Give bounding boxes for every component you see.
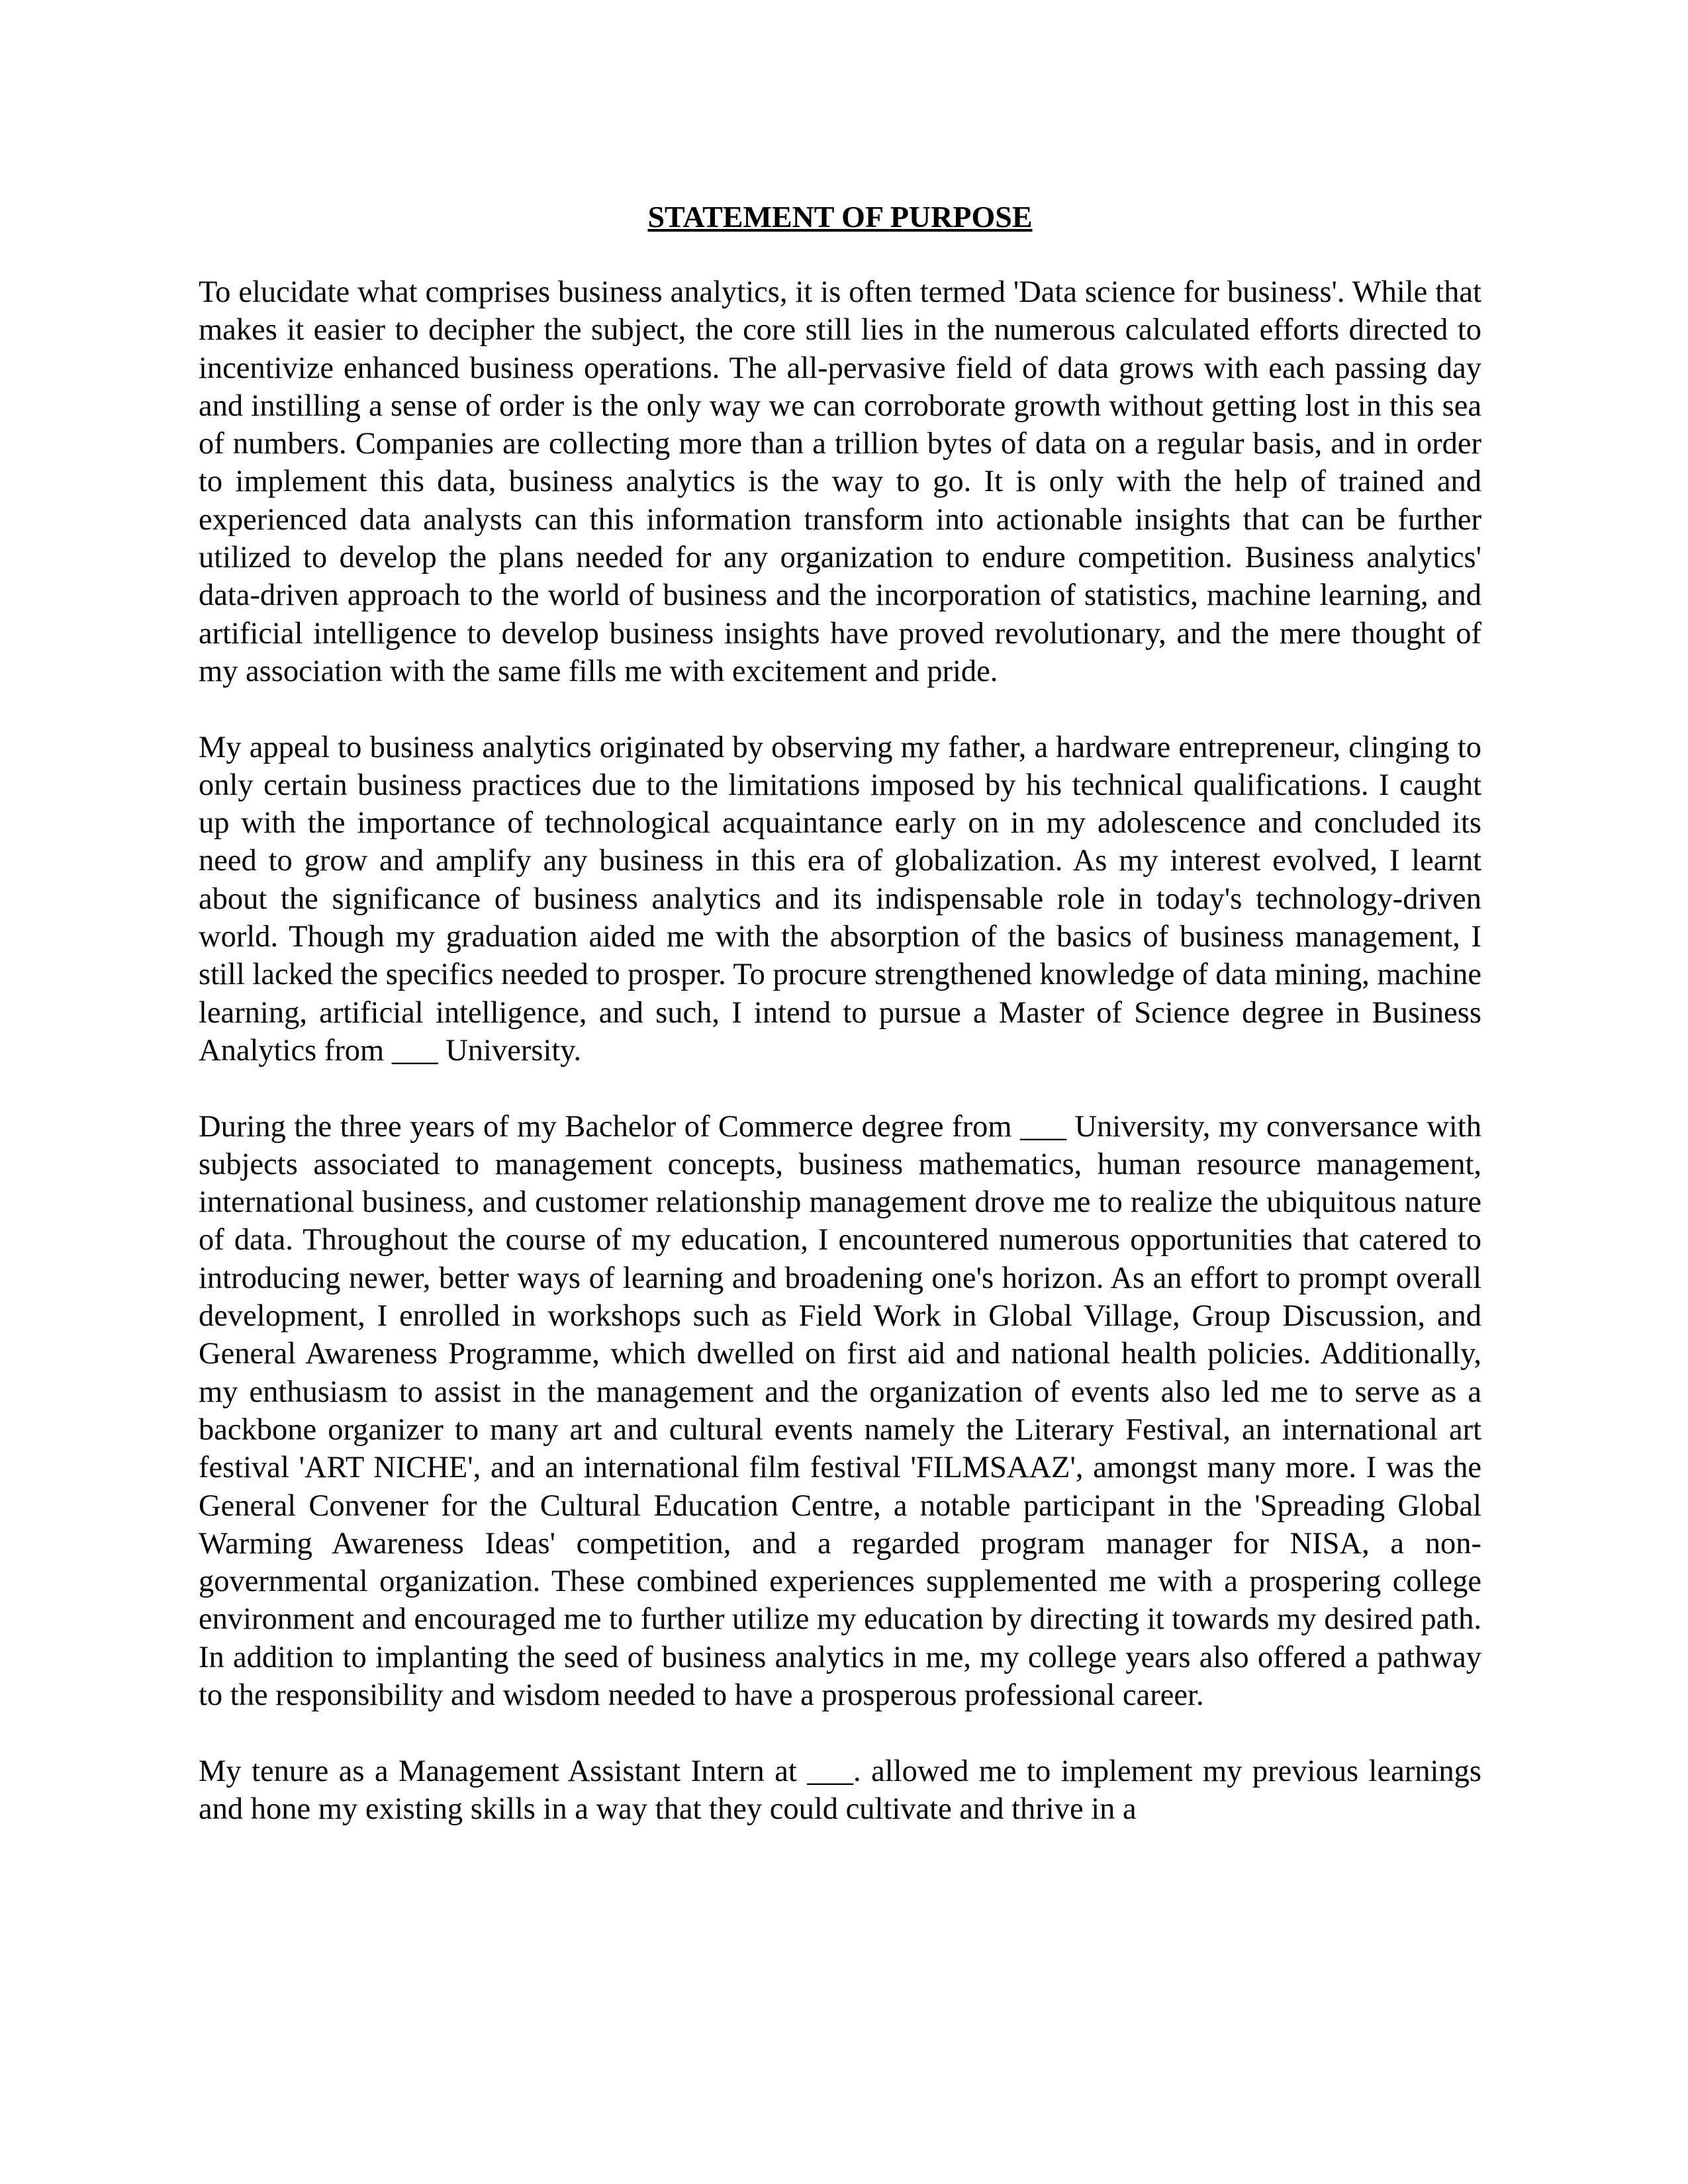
document-title: STATEMENT OF PURPOSE — [647, 200, 1033, 234]
document-body — [199, 195, 1481, 1828]
paragraph-3: During the three years of my Bachelor of Commerce degree from ___ University, my conversance with subjects associated to management concepts, business mathematics, human resource management, international business, and customer relationship management drove me to realize the ubiquitous nature of data. Throughout the course of my education, I encountered numerous opportunities that catered to introducing newer, better ways of learning and broadening one's horizon. As an effort to prompt overall development, I enrolled in workshops such as Field Work in Global Village, Group Discussion, and General Awareness Programme, which dwelled on first aid and national health policies. Additionally, my enthusiasm to assist in the management and the organization of events also led me to serve as a backbone organizer to many art and cultural events namely the Literary Festival, an international art festival 'ART NICHE', and an international film festival 'FILMSAAZ', amongst many more. I was the General Convener for the Cultural Education Centre, a notable participant in the 'Spreading Global Warming Awareness Ideas' competition, and a regarded program manager for NISA, a non-governmental organization. These combined experiences supplemented me with a prospering college environment and encouraged me to further utilize my education by directing it towards my desired path. In addition to implanting the seed of business analytics in me, my college years also offered a pathway to the responsibility and wisdom needed to have a prosperous professional career. — [199, 1109, 1481, 1712]
paragraph-1: To elucidate what comprises business analytics, it is often termed 'Data science for business'. While that makes it easier to decipher the subject, the core still lies in the numerous calculated efforts directed to incentivize enhanced business operations. The all-pervasive field of data grows with each passing day and instilling a sense of order is the only way we can corroborate growth without getting lost in this sea of numbers. Companies are collecting more than a trillion bytes of data on a regular basis, and in order to implement this data, business analytics is the way to go. It is only with the help of trained and experienced data analysts can this information transform into actionable insights that can be further utilized to develop the plans needed for any organization to endure competition. Business analytics' data-driven approach to the world of business and the incorporation of statistics, machine learning, and artificial intelligence to develop business insights have proved revolutionary, and the mere thought of my association with the same fills me with excitement and pride. — [199, 275, 1481, 688]
paragraph-4: My tenure as a Management Assistant Intern at ___. allowed me to implement my previous learnings and hone my existing skills in a way that they could cultivate and thrive in a — [199, 1754, 1481, 1826]
paragraph-2: My appeal to business analytics originated by observing my father, a hardware entrepreneur, clinging to only certain business practices due to the limitations imposed by his technical qualifications. I caught up with the importance of technological acquaintance early on in my adolescence and concluded its need to grow and amplify any business in this era of globalization. As my interest evolved, I learnt about the significance of business analytics and its indispensable role in today's technology-driven world. Though my graduation aided me with the absorption of the basics of business management, I still lacked the specifics needed to prosper. To procure strengthened knowledge of data mining, machine learning, artificial intelligence, and such, I intend to pursue a Master of Science degree in Business Analytics from ___ University. — [199, 730, 1481, 1068]
